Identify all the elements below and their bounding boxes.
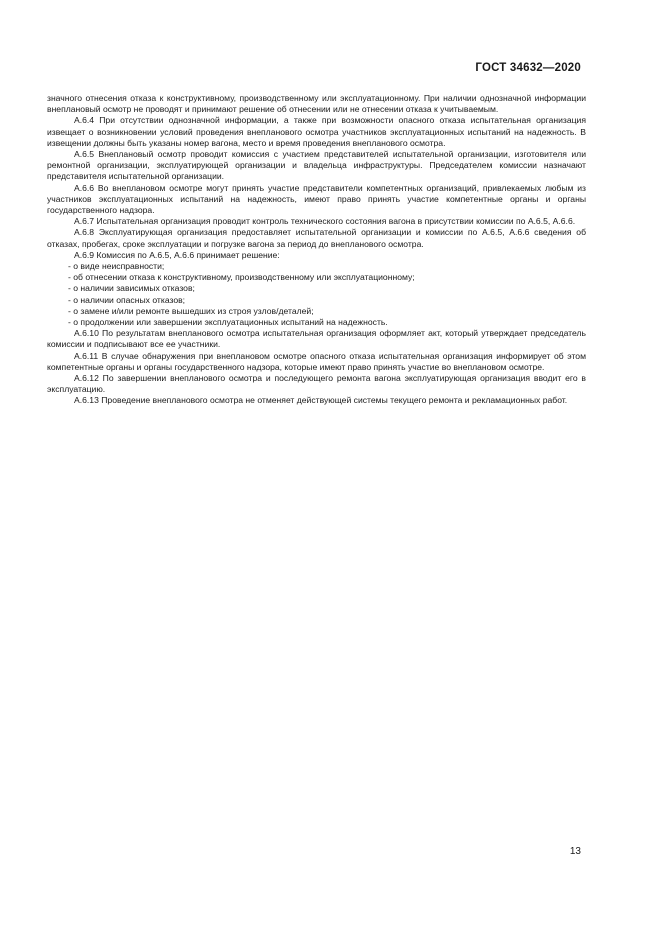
paragraph-a-6-13: А.6.13 Проведение внепланового осмотра не отменяет действующей системы текущего ремонта и рекламационных работ. xyxy=(74,395,568,406)
page-number: 13 xyxy=(569,846,581,857)
document-code-header: ГОСТ 34632—2020 xyxy=(475,62,581,74)
paragraph-a-6-7: А.6.7 Испытательная организация проводит контроль технического состояния вагона в присутствии комиссии по А.6.5, А.6.6. xyxy=(74,216,576,227)
paragraph-a-6-9: А.6.9 Комиссия по А.6.5, А.6.6 принимает решение: xyxy=(74,249,280,260)
paragraph-a-6-10: А.6.10 По результатам внепланового осмотра испытательная организация оформляет акт, который утверждает председатель комиссии и подписывают все ее участники. xyxy=(47,328,586,350)
paragraph-a-6-4: А.6.4 При отсутствии однозначной информации, а также при возможности опасного отказа испытательная организация извещает о возникновении условий проведения внепланового осмотра участников эксплуатационных испытаний на надежность. В извещении должны быть указаны номер вагона, место и время проведения внепланового осмотра. xyxy=(47,115,586,148)
list-item: - об отнесении отказа к конструктивному, производственному или эксплуатационному; xyxy=(68,272,415,283)
paragraph-a-6-8: А.6.8 Эксплуатирующая организация предоставляет испытательной организации и комиссии по А.6.5, А.6.6 сведения об отказах, пробегах, сроке эксплуатации и погрузке вагона за период до внепланового осмотра. xyxy=(47,227,586,249)
list-item: - о наличии опасных отказов; xyxy=(68,294,186,305)
document-body xyxy=(47,93,586,407)
list-item: - о наличии зависимых отказов; xyxy=(68,283,195,294)
decision-list xyxy=(47,261,586,328)
paragraph-a-6-11: А.6.11 В случае обнаружения при внеплановом осмотре опасного отказа испытательная организация информирует об этом компетентные органы и органы государственного надзора, которые имеют право принять участие во внеплановом осмотре. xyxy=(47,350,586,372)
list-item: - о продолжении или завершении эксплуатационных испытаний на надежность. xyxy=(68,317,388,328)
paragraph-a-6-12: А.6.12 По завершении внепланового осмотра и последующего ремонта вагона эксплуатирующая организация вводит его в эксплуатацию. xyxy=(47,373,586,395)
list-item: - о виде неисправности; xyxy=(68,261,165,272)
paragraph-continuation: значного отнесения отказа к конструктивному, производственному или эксплуатационному. При наличии однозначной информации внеплановый осмотр не проводят и принимают решение об отнесении или не отнесении отказа к учитываемым. xyxy=(47,93,586,115)
list-item: - о замене и/или ремонте вышедших из строя узлов/деталей; xyxy=(68,305,314,316)
paragraph-a-6-6: А.6.6 Во внеплановом осмотре могут принять участие представители компетентных организаций, привлекаемых любым из участников эксплуатационных испытаний на надежность, имеют право принять участие компетентные органы и органы государственного надзора. xyxy=(47,182,586,216)
paragraph-a-6-5: А.6.5 Внеплановый осмотр проводит комиссия с участием представителей испытательной организации, изготовителя или ремонтной организации, эксплуатирующей организации и владельца инфраструктуры. Председателем комиссии назначают представителя испытательной организации. xyxy=(47,149,586,182)
